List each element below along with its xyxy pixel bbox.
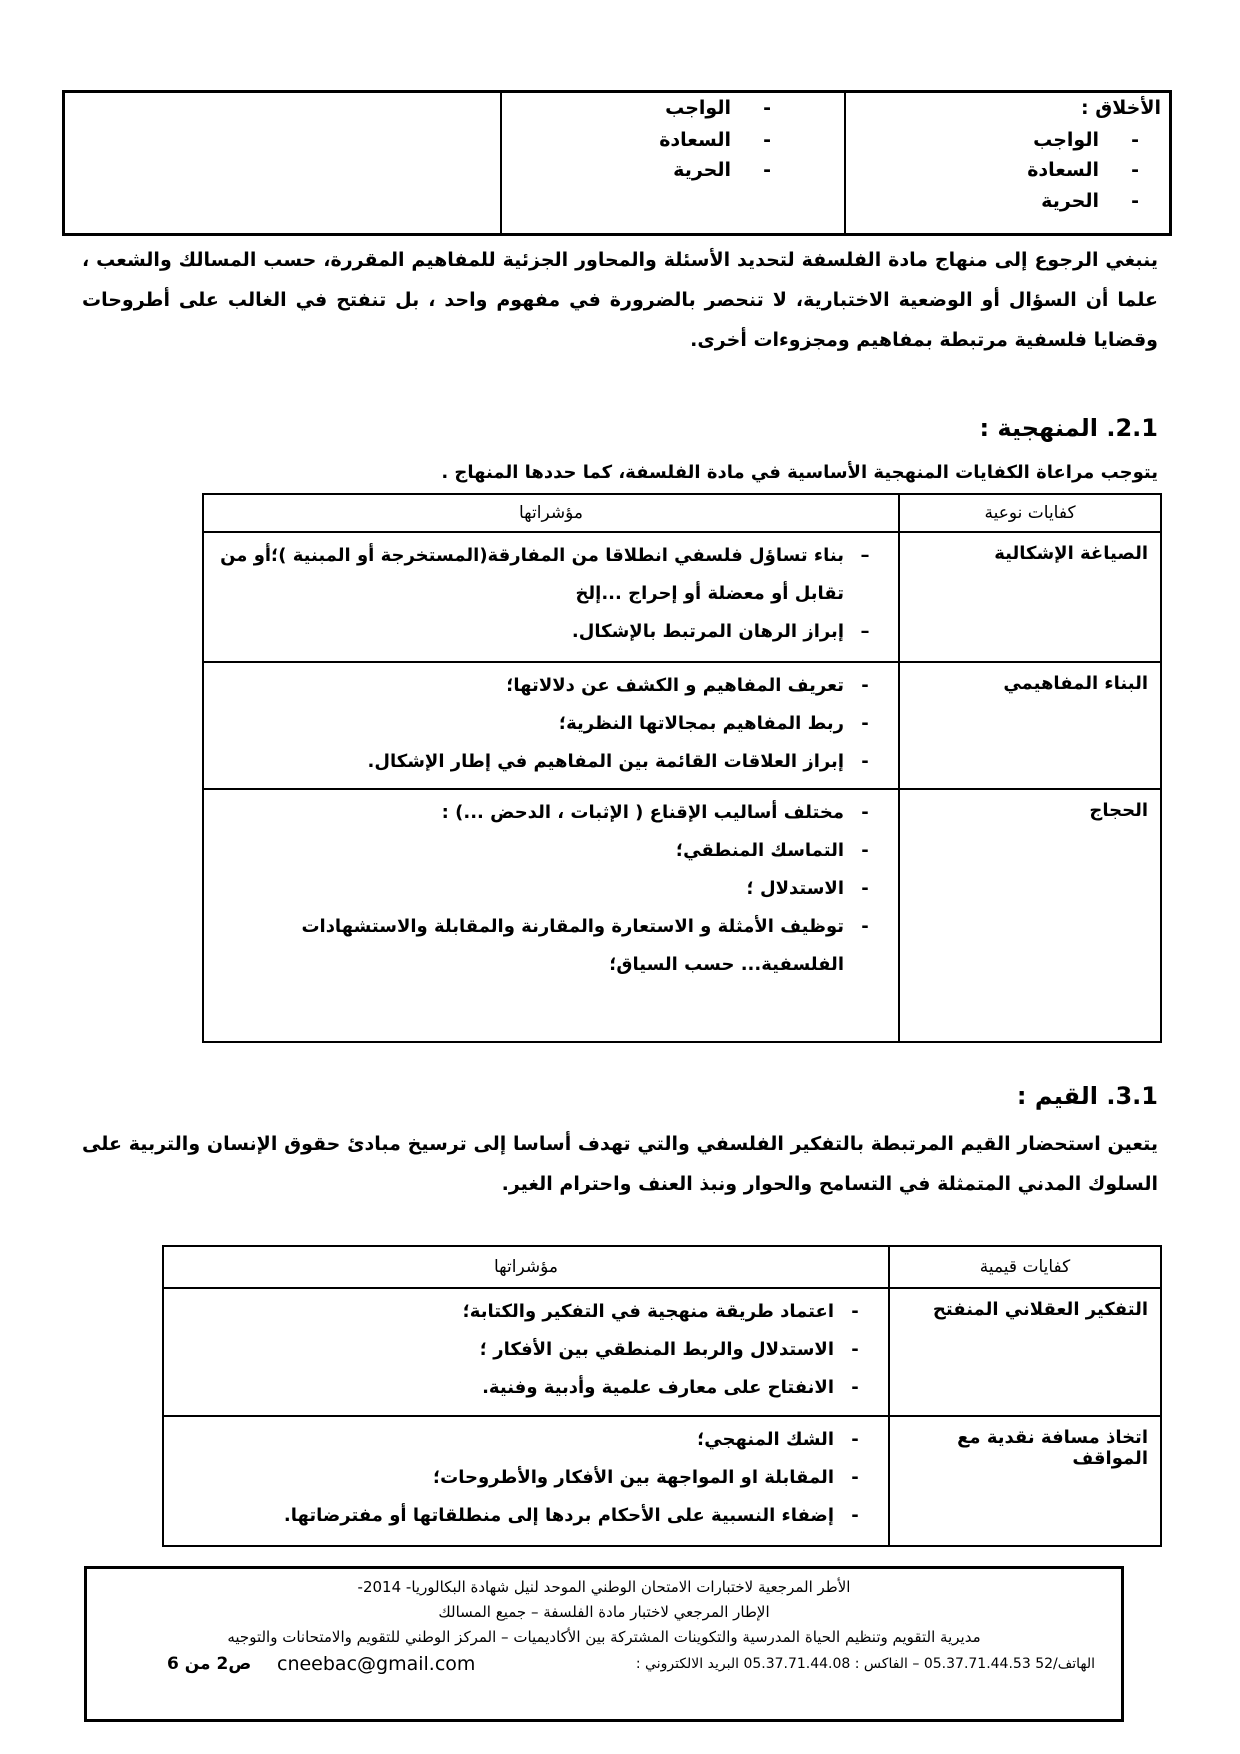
bullet-dash: - bbox=[851, 1467, 859, 1488]
indicator-item bbox=[212, 832, 886, 870]
footer-line-2: الإطار المرجعي لاختبار مادة الفلسفة – جميع المسالك bbox=[438, 1603, 770, 1621]
indicator-item bbox=[172, 1459, 876, 1497]
indicators-cell bbox=[203, 789, 899, 1042]
header-indicators: مؤشراتها bbox=[203, 494, 899, 532]
bullet-dash: - bbox=[1131, 159, 1139, 181]
ethics-item-duty: الواجب bbox=[1033, 129, 1099, 151]
table-header-row bbox=[203, 494, 1161, 532]
indicator-text: الشك المنهجي؛ bbox=[697, 1429, 834, 1450]
ethics-item-freedom: الحرية bbox=[1041, 190, 1099, 212]
table-row bbox=[203, 662, 1161, 789]
bullet-dash: - bbox=[851, 1505, 859, 1526]
table-row bbox=[163, 1416, 1161, 1546]
page-number: ص2 من 6 bbox=[167, 1654, 252, 1674]
indicator-text: تعريف المفاهيم و الكشف عن دلالاتها؛ bbox=[506, 675, 844, 696]
bullet-dash: - bbox=[763, 97, 771, 119]
indicator-item bbox=[172, 1293, 876, 1331]
indicator-item bbox=[212, 743, 886, 781]
values-table bbox=[162, 1245, 1162, 1547]
indicator-item bbox=[172, 1369, 876, 1407]
indicator-item bbox=[212, 537, 886, 613]
indicator-text: ربط المفاهيم بمجالاتها النظرية؛ bbox=[558, 713, 844, 734]
methodology-table bbox=[202, 493, 1162, 1043]
col2-item-happiness: السعادة bbox=[659, 129, 731, 151]
competency-name: التفكير العقلاني المنفتح bbox=[889, 1288, 1161, 1416]
indicators-cell bbox=[203, 662, 899, 789]
concepts-column-2 bbox=[502, 93, 846, 233]
indicators-cell bbox=[163, 1416, 889, 1546]
table-row bbox=[163, 1288, 1161, 1416]
bullet-dash: - bbox=[851, 1301, 859, 1322]
bullet-dash: - bbox=[861, 802, 869, 823]
footer-line-3: مديرية التقويم وتنظيم الحياة المدرسية والتكوينات المشتركة بين الأكاديميات – المركز الوطني للتقويم والامتحانات والتوجيه bbox=[227, 1628, 981, 1646]
bullet-dash: – bbox=[860, 545, 870, 566]
indicator-text: الاستدلال ؛ bbox=[746, 878, 844, 899]
bullet-dash: - bbox=[861, 713, 869, 734]
footer-contact: الهاتف/52 05.37.71.44.53 – الفاكس : 05.37.71.44.08 البريد الالكتروني : bbox=[635, 1656, 1095, 1672]
indicator-item bbox=[212, 870, 886, 908]
bullet-dash: - bbox=[1131, 129, 1139, 151]
bullet-dash: - bbox=[861, 751, 869, 772]
table-row bbox=[203, 789, 1161, 1042]
competency-name: الصياغة الإشكالية bbox=[899, 532, 1161, 662]
indicators-cell bbox=[163, 1288, 889, 1416]
indicator-item bbox=[212, 613, 886, 651]
bullet-dash: - bbox=[851, 1339, 859, 1360]
header-indicators: مؤشراتها bbox=[163, 1246, 889, 1288]
indicator-text: توظيف الأمثلة و الاستعارة والمقارنة والمقابلة والاستشهادات الفلسفية... حسب السياق؛ bbox=[301, 916, 844, 975]
bullet-dash: - bbox=[861, 840, 869, 861]
indicator-text: المقابلة او المواجهة بين الأفكار والأطروحات؛ bbox=[432, 1467, 834, 1488]
concepts-column-ethics bbox=[846, 93, 1169, 233]
header-competencies: كفايات نوعية bbox=[899, 494, 1161, 532]
bullet-dash: - bbox=[861, 878, 869, 899]
methodology-intro: يتوجب مراعاة الكفايات المنهجية الأساسية في مادة الفلسفة، كما حددها المنهاج . bbox=[441, 462, 1158, 483]
bullet-dash: - bbox=[861, 675, 869, 696]
indicator-text: اعتماد طريقة منهجية في التفكير والكتابة؛ bbox=[462, 1301, 834, 1322]
indicator-item bbox=[212, 705, 886, 743]
competency-name: اتخاذ مسافة نقدية مع المواقف bbox=[889, 1416, 1161, 1546]
bullet-dash: - bbox=[851, 1377, 859, 1398]
footer-email[interactable]: cneebac@gmail.com bbox=[277, 1653, 476, 1675]
indicators-cell bbox=[203, 532, 899, 662]
competency-name: الحجاج bbox=[899, 789, 1161, 1042]
section-heading-values: 3.1. القيم : bbox=[1016, 1082, 1158, 1110]
indicator-item bbox=[172, 1421, 876, 1459]
competency-name: البناء المفاهيمي bbox=[899, 662, 1161, 789]
values-intro: يتعين استحضار القيم المرتبطة بالتفكير الفلسفي والتي تهدف أساسا إلى ترسيخ مبادئ حقوق الإنسان والتربية على السلوك المدني المتمثلة في التسامح والحوار ونبذ العنف واحترام الغير. bbox=[82, 1133, 1158, 1195]
concepts-table bbox=[62, 90, 1172, 236]
indicator-item bbox=[212, 794, 886, 832]
section-heading-methodology: 2.1. المنهجية : bbox=[979, 414, 1158, 442]
indicator-text: التماسك المنطقي؛ bbox=[675, 840, 844, 861]
table-header-row bbox=[163, 1246, 1161, 1288]
bullet-dash: - bbox=[763, 129, 771, 151]
bullet-dash: - bbox=[851, 1429, 859, 1450]
ethics-title: الأخلاق : bbox=[1081, 97, 1161, 119]
indicator-item bbox=[172, 1497, 876, 1535]
col2-item-freedom: الحرية bbox=[673, 159, 731, 181]
header-competencies: كفايات قيمية bbox=[889, 1246, 1161, 1288]
indicator-text: مختلف أساليب الإقناع ( الإثبات ، الدحض ...) : bbox=[441, 802, 844, 823]
col2-item-duty: الواجب bbox=[665, 97, 731, 119]
concepts-column-3 bbox=[65, 93, 502, 233]
indicator-text: الانفتاح على معارف علمية وأدبية وفنية. bbox=[482, 1377, 834, 1398]
indicator-item bbox=[212, 667, 886, 705]
intro-paragraph: ينبغي الرجوع إلى منهاج مادة الفلسفة لتحديد الأسئلة والمحاور الجزئية للمفاهيم المقررة، حسب المسالك والشعب ، علما أن السؤال أو الوضعية الاختبارية، لا تنحصر بالضرورة في مفهوم واحد ، بل تنفتح في الغالب على أطروحات وقضايا فلسفية مرتبطة بمفاهيم ومجزوءات أخرى. bbox=[82, 249, 1158, 351]
ethics-item-happiness: السعادة bbox=[1027, 159, 1099, 181]
indicator-item bbox=[172, 1331, 876, 1369]
bullet-dash: - bbox=[763, 159, 771, 181]
indicator-text: إبراز الرهان المرتبط بالإشكال. bbox=[571, 621, 844, 642]
page-footer bbox=[84, 1566, 1124, 1722]
table-row bbox=[203, 532, 1161, 662]
indicator-text: الاستدلال والربط المنطقي بين الأفكار ؛ bbox=[479, 1339, 834, 1360]
indicator-item bbox=[212, 908, 886, 984]
indicator-text: إبراز العلاقات القائمة بين المفاهيم في إطار الإشكال. bbox=[367, 751, 844, 772]
bullet-dash: - bbox=[861, 916, 869, 937]
bullet-dash: - bbox=[1131, 190, 1139, 212]
footer-line-1: الأطر المرجعية لاختبارات الامتحان الوطني الموحد لنيل شهادة البكالوريا- 2014- bbox=[357, 1578, 851, 1596]
bullet-dash: – bbox=[860, 621, 870, 642]
indicator-text: إضفاء النسبية على الأحكام بردها إلى منطلقاتها أو مفترضاتها. bbox=[283, 1505, 834, 1526]
indicator-text: بناء تساؤل فلسفي انطلاقا من المفارقة(المستخرجة أو المبنية )؛أو من تقابل أو معضلة أو إحراج ...إلخ bbox=[220, 545, 844, 604]
